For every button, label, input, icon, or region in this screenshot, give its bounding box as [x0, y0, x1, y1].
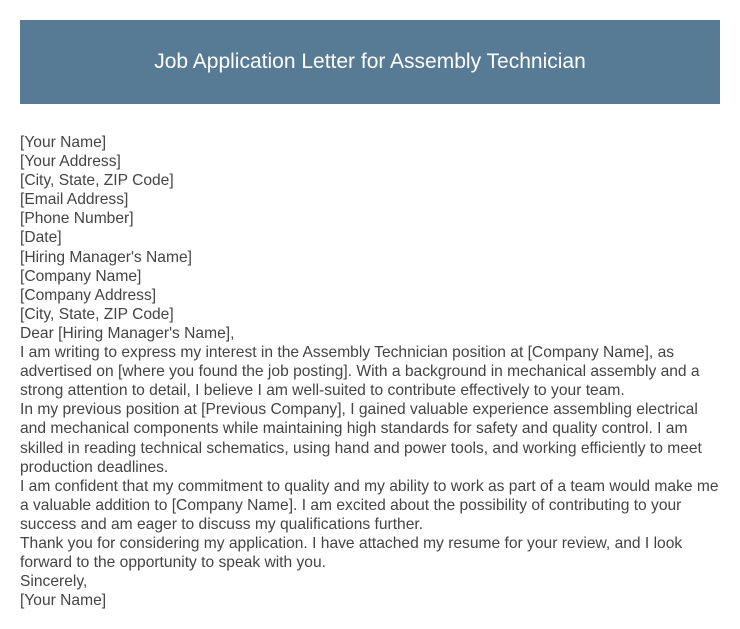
letter-body	[20, 133, 725, 610]
letter-date: [Date]	[20, 229, 62, 247]
paragraph-experience: In my previous position at [Previous Company], I gained valuable experience assembling electrical and mechanical components while maintaining high standards for safety and quality control. I am skilled in reading technical schematics, using hand and power tools, and working efficiently to meet production deadlines.	[20, 401, 702, 476]
recipient-company-address: [Company Address]	[20, 286, 157, 304]
recipient-city-state-zip: [City, State, ZIP Code]	[20, 305, 174, 323]
closing: Sincerely,	[20, 573, 88, 591]
page-title: Job Application Letter for Assembly Technician	[154, 50, 586, 73]
recipient-manager-name: [Hiring Manager's Name]	[20, 248, 192, 266]
signature: [Your Name]	[20, 592, 107, 610]
paragraph-thanks: Thank you for considering my application. I have attached my resume for your review, and I look forward to the opportunity to speak with you.	[20, 534, 683, 572]
sender-address: [Your Address]	[20, 153, 121, 171]
sender-phone: [Phone Number]	[20, 210, 134, 228]
paragraph-confidence: I am confident that my commitment to quality and my ability to work as part of a team would make me a valuable addition to [Company Name]. I am excited about the possibility of contributing to your success and am eager to discuss my qualifications further.	[20, 477, 719, 533]
recipient-company-name: [Company Name]	[20, 267, 142, 285]
sender-city-state-zip: [City, State, ZIP Code]	[20, 172, 174, 190]
title-banner	[20, 20, 720, 104]
sender-email: [Email Address]	[20, 191, 129, 209]
sender-name: [Your Name]	[20, 134, 107, 151]
salutation: Dear [Hiring Manager's Name],	[20, 324, 235, 342]
paragraph-intro: I am writing to express my interest in the Assembly Technician position at [Company Name], as advertised on [where you found the job posting]. With a background in mechanical assembly and a strong attention to detail, I believe I am well-suited to contribute effectively to your team.	[20, 344, 700, 400]
